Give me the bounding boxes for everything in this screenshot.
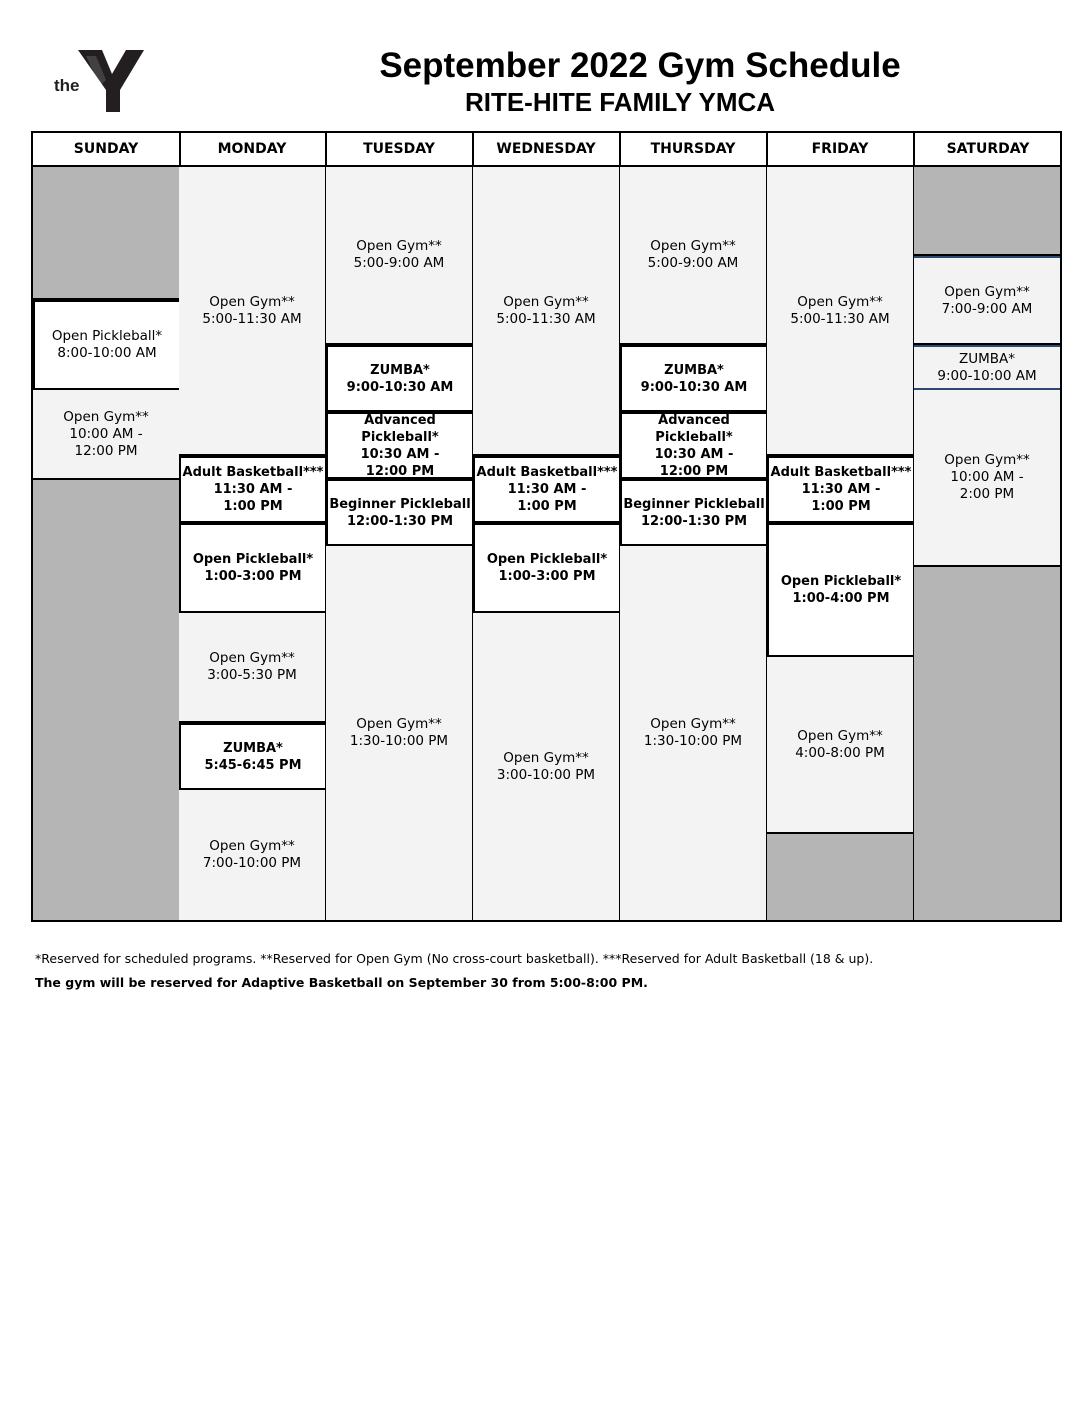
sunday-open-gym	[33, 390, 181, 480]
block-time: 5:00-11:30 AM	[202, 310, 302, 327]
saturday-open-gym	[914, 390, 1060, 567]
block-time: 5:45-6:45 PM	[204, 757, 302, 773]
monday-open-pickleball	[179, 523, 327, 613]
block-time: 10:30 AM - 12:00 PM	[360, 446, 440, 479]
tuesday-open-gym	[326, 167, 474, 345]
block-title: Open Pickleball*	[51, 328, 163, 344]
logo-text: the	[54, 76, 80, 95]
wednesday-adult-basketball	[473, 456, 621, 523]
block-time: 1:00-3:00 PM	[204, 569, 302, 584]
block-title: Open Gym**	[944, 452, 1030, 468]
block-title: Open Pickleball*	[486, 552, 608, 567]
block-title: Open Gym**	[209, 650, 295, 666]
wednesday-open-gym	[473, 167, 621, 456]
footer-note-adaptive: The gym will be reserved for Adaptive Basketball on September 30 from 5:00-8:00 PM.	[35, 975, 648, 990]
block-time: 12:00-1:30 PM	[640, 513, 748, 529]
block-title: Open Gym**	[797, 727, 883, 744]
monday-zumba	[179, 723, 327, 790]
header-friday: FRIDAY	[767, 133, 915, 167]
ymca-y-icon	[76, 46, 146, 116]
block-time: 1:00-3:00 PM	[498, 569, 596, 584]
block-title: Open Gym**	[209, 293, 295, 310]
block-title: ZUMBA*	[370, 362, 430, 378]
block-time: 9:00-10:30 AM	[346, 379, 454, 395]
block-title: ZUMBA*	[958, 350, 1016, 367]
friday-open-gym	[767, 657, 915, 834]
block-title: Open Pickleball*	[192, 552, 314, 567]
block-time: 1:30-10:00 PM	[643, 733, 743, 749]
friday-closed-block	[767, 834, 915, 920]
block-time: 8:00-10:00 AM	[57, 345, 157, 361]
sunday-closed-block	[33, 480, 181, 920]
block-title: Open Gym**	[503, 293, 589, 310]
header-saturday: SATURDAY	[914, 133, 1062, 167]
tuesday-beginner-pickleball	[326, 479, 474, 546]
block-title: Open Gym**	[797, 293, 883, 310]
block-title: Open Gym**	[63, 408, 149, 425]
block-time: 3:00-10:00 PM	[496, 766, 596, 783]
page-subtitle: RITE-HITE FAMILY YMCA	[464, 87, 776, 117]
block-title: Open Gym**	[503, 749, 589, 766]
monday-open-gym	[179, 167, 327, 456]
monday-adult-basketball	[179, 456, 327, 523]
friday-open-pickleball	[767, 523, 915, 657]
friday-adult-basketball	[767, 456, 915, 523]
block-time: 9:00-10:30 AM	[640, 379, 748, 395]
block-title: Open Gym**	[650, 238, 736, 254]
block-time: 5:00-9:00 AM	[647, 255, 739, 271]
monday-open-gym	[179, 613, 327, 723]
saturday-closed-block	[914, 167, 1060, 256]
block-time: 11:30 AM - 1:00 PM	[213, 482, 293, 514]
block-title: ZUMBA*	[664, 362, 724, 378]
tuesday-zumba	[326, 345, 474, 412]
thursday-zumba	[620, 345, 768, 412]
block-time: 10:30 AM - 12:00 PM	[654, 446, 734, 479]
saturday-zumba	[914, 345, 1060, 390]
block-time: 4:00-8:00 PM	[795, 744, 885, 761]
block-title: Adult Basketball***	[770, 465, 912, 480]
block-time: 7:00-9:00 AM	[941, 300, 1033, 317]
wednesday-open-gym	[473, 613, 621, 920]
header-sunday: SUNDAY	[33, 133, 181, 167]
block-time: 5:00-11:30 AM	[790, 310, 890, 327]
sunday-closed-block	[33, 167, 181, 300]
block-title: Open Gym**	[356, 238, 442, 254]
header-thursday: THURSDAY	[620, 133, 768, 167]
monday-open-gym	[179, 790, 327, 920]
block-title: Beginner Pickleball	[329, 496, 471, 512]
block-title: Open Gym**	[650, 716, 736, 732]
block-title: Open Pickleball*	[780, 574, 902, 589]
tuesday-advanced-pickleball	[326, 412, 474, 479]
header-monday: MONDAY	[179, 133, 327, 167]
friday-open-gym	[767, 167, 915, 456]
header-tuesday: TUESDAY	[326, 133, 474, 167]
block-time: 10:00 AM - 2:00 PM	[950, 469, 1024, 502]
ymca-logo	[50, 46, 150, 118]
thursday-advanced-pickleball	[620, 412, 768, 479]
block-title: Advanced Pickleball*	[655, 412, 733, 445]
block-time: 1:30-10:00 PM	[349, 733, 449, 749]
block-title: Adult Basketball***	[182, 465, 324, 480]
block-time: 5:00-11:30 AM	[496, 310, 596, 327]
saturday-open-gym	[914, 256, 1060, 345]
block-title: Adult Basketball***	[476, 465, 618, 480]
block-time: 11:30 AM - 1:00 PM	[801, 482, 881, 514]
block-title: Beginner Pickleball	[623, 496, 765, 512]
wednesday-open-pickleball	[473, 523, 621, 613]
block-time: 11:30 AM - 1:00 PM	[507, 482, 587, 514]
header-wednesday: WEDNESDAY	[473, 133, 621, 167]
block-time: 7:00-10:00 PM	[202, 855, 302, 871]
tuesday-open-gym	[326, 546, 474, 920]
thursday-open-gym	[620, 167, 768, 345]
block-title: Advanced Pickleball*	[361, 412, 439, 445]
page-title: September 2022 Gym Schedule	[379, 46, 901, 85]
block-title: Open Gym**	[944, 283, 1030, 300]
block-time: 9:00-10:00 AM	[937, 367, 1037, 384]
block-time: 12:00-1:30 PM	[346, 513, 454, 529]
footer-note-reservations: *Reserved for scheduled programs. **Reserved for Open Gym (No cross-court basketball). ***Reserved for Adult Basketball (18 & up).	[35, 951, 874, 966]
block-title: ZUMBA*	[223, 740, 283, 756]
block-title: Open Gym**	[356, 716, 442, 732]
sunday-open-pickleball	[33, 300, 181, 390]
block-time: 10:00 AM - 12:00 PM	[69, 425, 143, 459]
block-time: 5:00-9:00 AM	[353, 255, 445, 271]
thursday-beginner-pickleball	[620, 479, 768, 546]
block-time: 1:00-4:00 PM	[792, 591, 890, 606]
saturday-closed-block	[914, 567, 1060, 920]
block-time: 3:00-5:30 PM	[207, 667, 297, 683]
block-title: Open Gym**	[209, 838, 295, 854]
thursday-open-gym	[620, 546, 768, 920]
schedule-grid	[31, 131, 1062, 922]
